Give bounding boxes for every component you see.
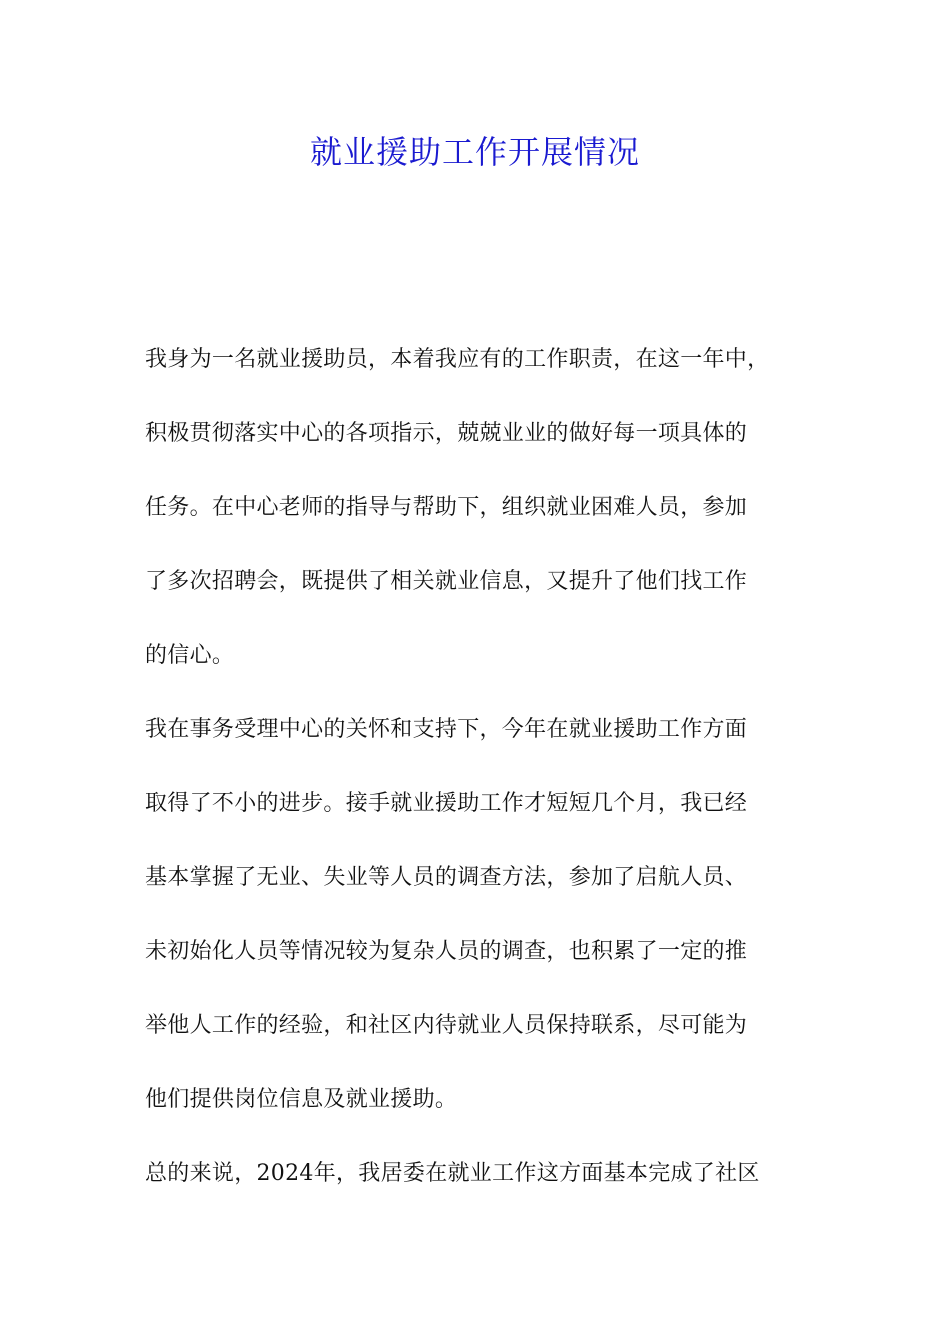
body-line: 任务。在中心老师的指导与帮助下，组织就业困难人员，参加 (145, 495, 748, 520)
body-line: 我在事务受理中心的关怀和支持下，今年在就业援助工作方面 (145, 717, 748, 742)
body-line: 未初始化人员等情况较为复杂人员的调查，也积累了一定的推 (145, 939, 748, 964)
body-line: 基本掌握了无业、失业等人员的调查方法，参加了启航人员、 (145, 865, 748, 890)
body-line: 他们提供岗位信息及就业援助。 (145, 1087, 458, 1112)
body-line: 总的来说，2024年，我居委在就业工作这方面基本完成了社区 (145, 1161, 760, 1186)
body-line: 了多次招聘会，既提供了相关就业信息，又提升了他们找工作 (145, 569, 748, 594)
document-title: 就业援助工作开展情况 (309, 133, 640, 171)
body-line: 积极贯彻落实中心的各项指示，兢兢业业的做好每一项具体的 (145, 421, 748, 446)
document-body (145, 336, 815, 1224)
body-line: 我身为一名就业援助员，本着我应有的工作职责，在这一年中， (145, 347, 770, 372)
body-line: 的信心。 (145, 643, 235, 668)
body-line: 取得了不小的进步。接手就业援助工作才短短几个月，我已经 (145, 791, 748, 816)
body-line: 举他人工作的经验，和社区内待就业人员保持联系，尽可能为 (145, 1013, 748, 1038)
